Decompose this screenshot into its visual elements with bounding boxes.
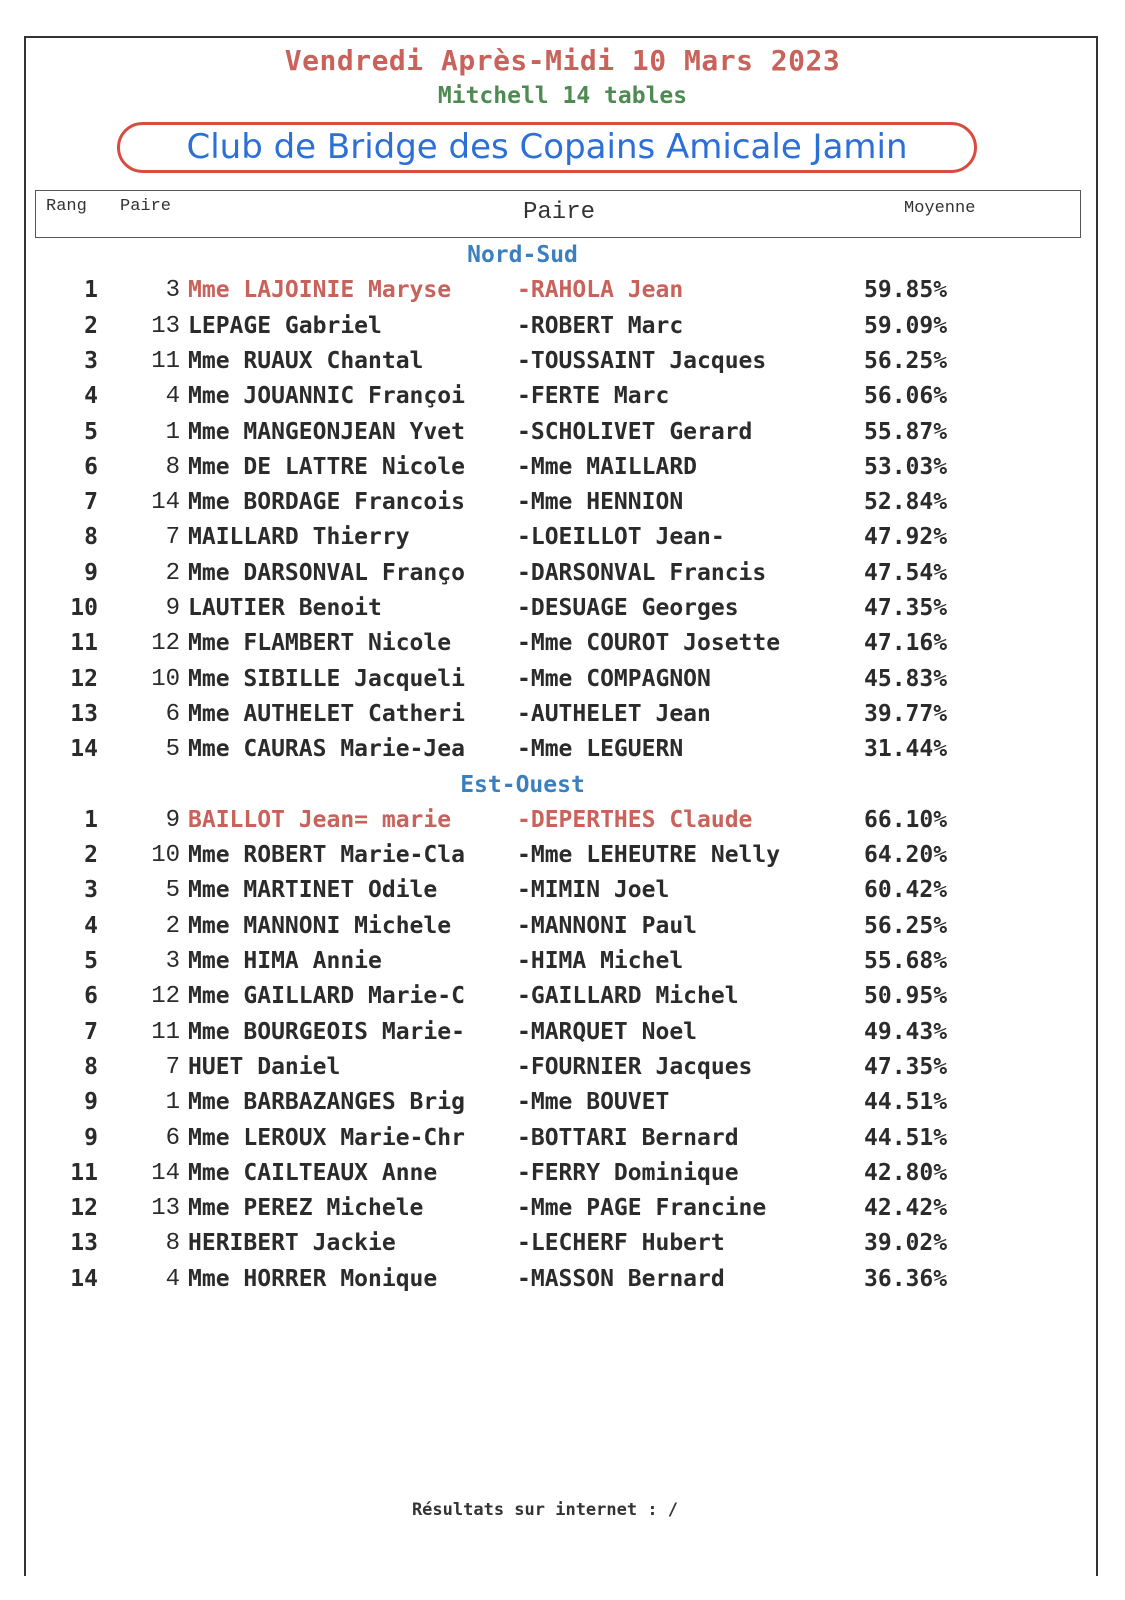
pair-number: 5 (165, 736, 180, 764)
player-1: Mme HORRER Monique (188, 1265, 438, 1292)
result-row (0, 419, 1125, 453)
pair-number: 7 (165, 1053, 180, 1081)
player-1: Mme LEROUX Marie-Chr (188, 1124, 465, 1151)
result-row (0, 630, 1125, 664)
result-row (0, 560, 1125, 594)
rank: 11 (70, 1159, 98, 1186)
player-2: -Mme COUROT Josette (517, 630, 781, 657)
player-1: Mme MANGEONJEAN Yvet (188, 418, 465, 445)
pair-number: 11 (151, 347, 180, 375)
player-2: -Mme PAGE Francine (517, 1195, 767, 1222)
rank: 1 (84, 277, 98, 304)
pair-number: 8 (165, 1230, 180, 1258)
pair-number: 12 (151, 630, 180, 658)
pair-number: 2 (165, 559, 180, 587)
page-title: Vendredi Après-Midi 10 Mars 2023 (284, 44, 841, 77)
club-banner: Club de Bridge des Copains Amicale Jamin (117, 122, 977, 173)
average-score: 42.42% (864, 1195, 948, 1222)
player-1: Mme RUAUX Chantal (188, 347, 424, 374)
player-1: Mme BOURGEOIS Marie- (188, 1018, 465, 1045)
player-2: -ROBERT Marc (517, 312, 684, 339)
result-row (0, 1019, 1125, 1053)
pair-number: 5 (165, 877, 180, 905)
result-row (0, 1125, 1125, 1159)
rank: 13 (70, 1230, 98, 1257)
player-2: -DARSONVAL Francis (517, 559, 767, 586)
rank: 3 (84, 877, 98, 904)
average-score: 56.25% (864, 347, 948, 374)
result-row (0, 313, 1125, 347)
average-score: 52.84% (864, 489, 948, 516)
average-score: 60.42% (864, 877, 948, 904)
average-score: 47.92% (864, 524, 948, 551)
average-score: 47.35% (864, 1053, 948, 1080)
rank: 13 (70, 700, 98, 727)
player-2: -HIMA Michel (517, 948, 684, 974)
player-2: -TOUSSAINT Jacques (517, 347, 767, 374)
result-row (0, 948, 1125, 982)
pair-number: 14 (151, 489, 180, 517)
rank: 7 (84, 489, 98, 516)
rank: 7 (84, 1018, 98, 1045)
pair-number: 2 (165, 912, 180, 940)
section-heading: Est-Ouest (460, 771, 585, 798)
pair-number: 4 (165, 383, 180, 411)
rank: 1 (84, 806, 98, 833)
rank: 5 (84, 948, 98, 974)
rank: 2 (84, 312, 98, 339)
player-2: -FERRY Dominique (517, 1159, 739, 1186)
result-row (0, 1054, 1125, 1088)
average-score: 36.36% (864, 1265, 948, 1292)
pair-number: 14 (151, 1159, 180, 1187)
result-row (0, 524, 1125, 558)
player-1: Mme DARSONVAL Franço (188, 559, 465, 586)
player-1: Mme CAILTEAUX Anne (188, 1159, 438, 1186)
pair-number: 7 (165, 524, 180, 552)
player-2: -Mme HENNION (517, 489, 684, 516)
column-paire: Paire (522, 199, 595, 226)
pair-number: 9 (165, 806, 180, 834)
pair-number: 8 (165, 453, 180, 481)
player-2: -Mme BOUVET (517, 1089, 670, 1116)
average-score: 55.87% (864, 418, 948, 445)
rank: 8 (84, 1053, 98, 1080)
pair-number: 3 (165, 277, 180, 305)
player-1: HUET Daniel (188, 1053, 341, 1080)
player-1: Mme GAILLARD Marie-C (188, 983, 465, 1010)
result-row (0, 454, 1125, 488)
player-2: -SCHOLIVET Gerard (517, 418, 753, 445)
player-2: -Mme COMPAGNON (517, 665, 711, 692)
pair-number: 11 (151, 1018, 180, 1046)
rank: 8 (84, 524, 98, 551)
average-score: 55.68% (864, 948, 948, 974)
average-score: 66.10% (864, 806, 948, 833)
player-2: -Mme LEHEUTRE Nelly (517, 842, 781, 869)
rank: 9 (84, 559, 98, 586)
column-moyenne: Moyenne (904, 199, 976, 218)
player-1: Mme JOUANNIC Françoi (188, 383, 465, 410)
player-2: -GAILLARD Michel (517, 983, 739, 1010)
rank: 11 (70, 630, 98, 657)
result-row (0, 701, 1125, 735)
player-2: -Mme LEGUERN (517, 736, 684, 763)
average-score: 59.09% (864, 312, 948, 339)
average-score: 56.06% (864, 383, 948, 410)
player-2: -FERTE Marc (517, 383, 670, 410)
pair-number: 13 (151, 1195, 180, 1223)
rank: 10 (70, 595, 98, 621)
player-2: -MASSON Bernard (517, 1265, 725, 1292)
result-row (0, 1160, 1125, 1194)
average-score: 42.80% (864, 1159, 948, 1186)
result-row (0, 666, 1125, 700)
result-row (0, 1195, 1125, 1229)
average-score: 59.85% (864, 277, 948, 304)
result-row (0, 348, 1125, 382)
player-2: -RAHOLA Jean (517, 277, 684, 304)
pair-number: 6 (165, 1124, 180, 1152)
player-2: -LOEILLOT Jean- (517, 524, 725, 551)
player-2: -AUTHELET Jean (517, 700, 711, 727)
player-1: Mme CAURAS Marie-Jea (188, 736, 465, 763)
player-1: MAILLARD Thierry (188, 524, 410, 551)
player-1: Mme FLAMBERT Nicole (188, 630, 452, 657)
result-row (0, 595, 1125, 629)
player-2: -LECHERF Hubert (517, 1230, 725, 1257)
average-score: 47.16% (864, 630, 948, 657)
rank: 9 (84, 1124, 98, 1151)
player-1: LAUTIER Benoit (188, 595, 382, 621)
rank: 12 (70, 665, 98, 692)
rank: 6 (84, 983, 98, 1010)
player-2: -Mme MAILLARD (517, 453, 698, 480)
player-2: -MIMIN Joel (517, 877, 670, 904)
average-score: 53.03% (864, 453, 948, 480)
player-2: -MANNONI Paul (517, 912, 698, 939)
column-paire-number: Paire (120, 197, 172, 216)
result-row (0, 807, 1125, 841)
column-header (35, 190, 1081, 238)
average-score: 31.44% (864, 736, 948, 763)
player-2: -DESUAGE Georges (517, 595, 739, 621)
rank: 4 (84, 912, 98, 939)
pair-number: 10 (151, 665, 180, 693)
player-1: Mme BORDAGE Francois (188, 489, 465, 516)
rank: 6 (84, 453, 98, 480)
pair-number: 1 (165, 1089, 180, 1117)
result-row (0, 736, 1125, 770)
pair-number: 10 (151, 842, 180, 870)
result-row (0, 1089, 1125, 1123)
page-subtitle: Mitchell 14 tables (437, 83, 688, 109)
pair-number: 13 (151, 312, 180, 340)
pair-number: 4 (165, 1265, 180, 1293)
rank: 9 (84, 1089, 98, 1116)
result-row (0, 277, 1125, 311)
player-1: Mme ROBERT Marie-Cla (188, 842, 465, 869)
result-row (0, 1230, 1125, 1264)
player-1: Mme AUTHELET Catheri (188, 700, 465, 727)
rank: 14 (70, 736, 98, 763)
average-score: 56.25% (864, 912, 948, 939)
player-1: Mme DE LATTRE Nicole (188, 453, 465, 480)
rank: 4 (84, 383, 98, 410)
result-row (0, 489, 1125, 523)
pair-number: 3 (165, 948, 180, 975)
player-1: Mme HIMA Annie (188, 948, 382, 974)
average-score: 64.20% (864, 842, 948, 869)
player-1: Mme PEREZ Michele (188, 1195, 424, 1222)
result-row (0, 842, 1125, 876)
footer-note: Résultats sur internet : / (411, 1500, 679, 1520)
pair-number: 1 (165, 418, 180, 446)
average-score: 47.54% (864, 559, 948, 586)
average-score: 44.51% (864, 1089, 948, 1116)
rank: 2 (84, 842, 98, 869)
player-1: BAILLOT Jean= marie (188, 806, 452, 833)
result-row (0, 913, 1125, 947)
result-row (0, 1266, 1125, 1300)
average-score: 50.95% (864, 983, 948, 1010)
player-2: -MARQUET Noel (517, 1018, 698, 1045)
rank: 14 (70, 1265, 98, 1292)
player-1: LEPAGE Gabriel (188, 312, 382, 339)
pair-number: 6 (165, 700, 180, 728)
player-1: Mme SIBILLE Jacqueli (188, 665, 465, 692)
result-row (0, 383, 1125, 417)
column-rang: Rang (46, 197, 87, 216)
player-1: Mme MANNONI Michele (188, 912, 452, 939)
player-2: -FOURNIER Jacques (517, 1053, 753, 1080)
average-score: 45.83% (864, 665, 948, 692)
rank: 3 (84, 347, 98, 374)
pair-number: 9 (165, 595, 180, 622)
player-2: -DEPERTHES Claude (517, 806, 753, 833)
average-score: 44.51% (864, 1124, 948, 1151)
player-2: -BOTTARI Bernard (517, 1124, 739, 1151)
average-score: 39.77% (864, 700, 948, 727)
player-1: HERIBERT Jackie (188, 1230, 396, 1257)
rank: 5 (84, 418, 98, 445)
average-score: 47.35% (864, 595, 948, 621)
player-1: Mme LAJOINIE Maryse (188, 277, 452, 304)
pair-number: 12 (151, 983, 180, 1011)
average-score: 39.02% (864, 1230, 948, 1257)
result-row (0, 877, 1125, 911)
player-1: Mme BARBAZANGES Brig (188, 1089, 465, 1116)
section-heading: Nord-Sud (467, 242, 578, 268)
result-row (0, 983, 1125, 1017)
rank: 12 (70, 1195, 98, 1222)
average-score: 49.43% (864, 1018, 948, 1045)
player-1: Mme MARTINET Odile (188, 877, 438, 904)
